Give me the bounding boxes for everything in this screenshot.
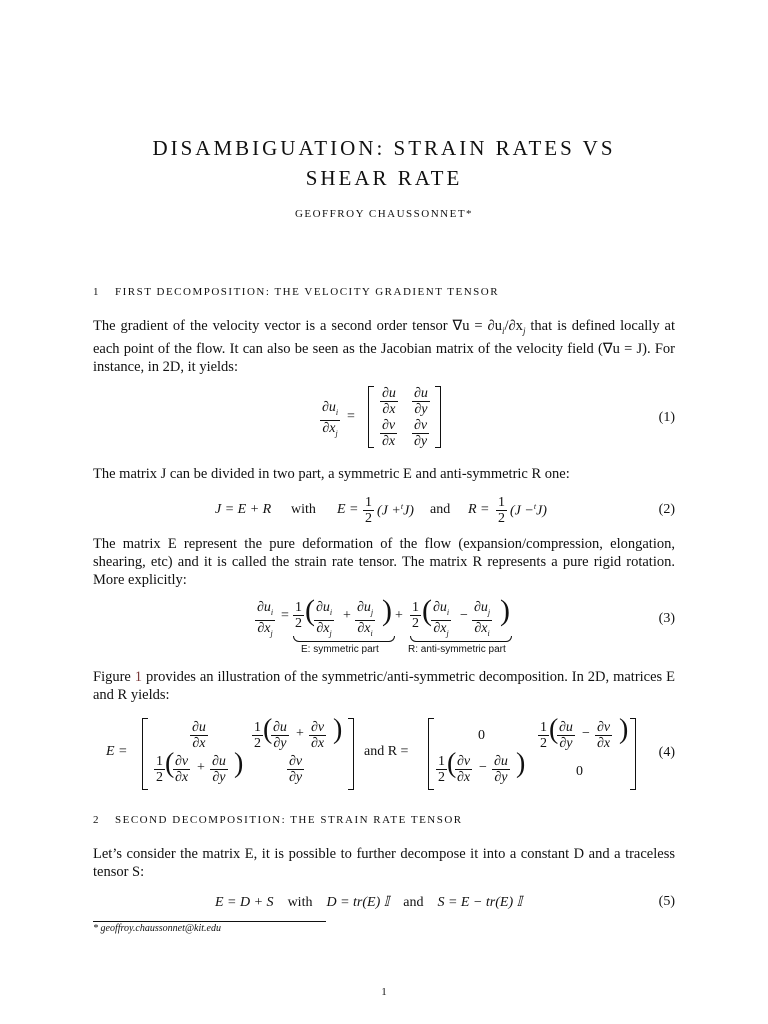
paragraph-1: The gradient of the velocity vector is a second order tensor $\nabla u = \partial u_i/\partial x_j$ that is defined locally at each point of the flow. It can also be seen as the Jacobian matrix of the velocity field (∇u = J). For instance, in 2D, it yields: <box>93 318 675 375</box>
figure-reference-link[interactable]: 1 <box>134 669 143 685</box>
equation-2: J = E + R with E = $\frac{1}{2}$ (J +$^t$J) and R = $\frac{1}{2}$ (J −$^t$J) <box>215 495 547 526</box>
symmetric-part-label: E: symmetric part <box>301 644 379 655</box>
section-2-heading <box>93 814 463 826</box>
underbrace-R <box>410 636 512 642</box>
section-title: SECOND DECOMPOSITION: THE STRAIN RATE TENSOR <box>115 814 463 826</box>
footnote-divider <box>93 921 326 922</box>
equation-4: E = $\frac{\partial u}{\partial x}$ $\frac{1}{2}$ ( $\frac{\partial u}{\partial y}$ + $\frac{\partial v}{\partial x}$ ) $\frac{1}{2}$ ( $\frac{\partial v}{\partial x}$ + $\frac{\partial u}{\partial y}$ ) $\frac{\partial v}{\partial y}$ and R = 0 $\frac{1}{2}$ ( $\frac{\partial u}{\partial y}$ − $\frac{\partial v}{\partial x}$ ) $\frac{1}{2}$ ( $\frac{\partial v}{\partial x}$ − $\frac{\partial u}{\partial y}$ ) 0 <box>106 716 646 792</box>
underbrace-E <box>293 636 395 642</box>
equation-number-4: (4) <box>658 745 675 760</box>
equation-number-5: (5) <box>658 894 675 909</box>
author: GEOFFROY CHAUSSONNET* <box>294 208 474 220</box>
section-1-heading <box>93 286 499 298</box>
equation-number-3: (3) <box>658 611 675 626</box>
title-line-1: DISAMBIGUATION: STRAIN RATES VS <box>152 136 616 160</box>
title-line-2: SHEAR RATE <box>305 166 463 190</box>
anti-symmetric-part-label: R: anti-symmetric part <box>408 644 506 655</box>
page-number: 1 <box>381 986 387 998</box>
equation-number-1: (1) <box>658 410 675 425</box>
equation-number-2: (2) <box>658 502 675 517</box>
section-number: 1 <box>93 286 100 298</box>
section-title: FIRST DECOMPOSITION: THE VELOCITY GRADIENT TENSOR <box>115 286 500 298</box>
paragraph-5: Let’s consider the matrix E, it is possible to further decompose it into a constant D and a traceless tensor S: <box>93 846 675 880</box>
paragraph-4: Figure 1 provides an illustration of the symmetric/anti-symmetric decomposition. In 2D, matrices E and R yields: <box>93 669 675 703</box>
paragraph-2: The matrix J can be divided in two part, a symmetric E and anti-symmetric R one: <box>93 466 570 482</box>
equation-5: E = D + S with D = tr(E) 𝕀 and S = E − tr(E) 𝕀 <box>215 895 523 910</box>
section-number: 2 <box>93 814 100 826</box>
equation-3: $\frac{\partial u_i}{\partial x_j}$ = $\frac{1}{2}$ ( $\frac{\partial u_i}{\partial x_j}$ + $\frac{\partial u_j}{\partial x_i}$ ) + $\frac{1}{2}$ ( $\frac{\partial u_i}{\partial x_j}$ − $\frac{\partial u_j}{\partial x_i}$ ) E: symmetric part R: anti-symmetric part <box>257 594 510 655</box>
footnote: * geoffroy.chaussonnet@kit.edu <box>93 923 221 934</box>
paper-title <box>0 133 768 193</box>
paragraph-3: The matrix E represent the pure deformation of the flow (expansion/compression, elongation, shearing, etc) and it is called the strain rate tensor. The matrix R represents a pure rigid rotation. More explicitly: <box>93 536 675 588</box>
